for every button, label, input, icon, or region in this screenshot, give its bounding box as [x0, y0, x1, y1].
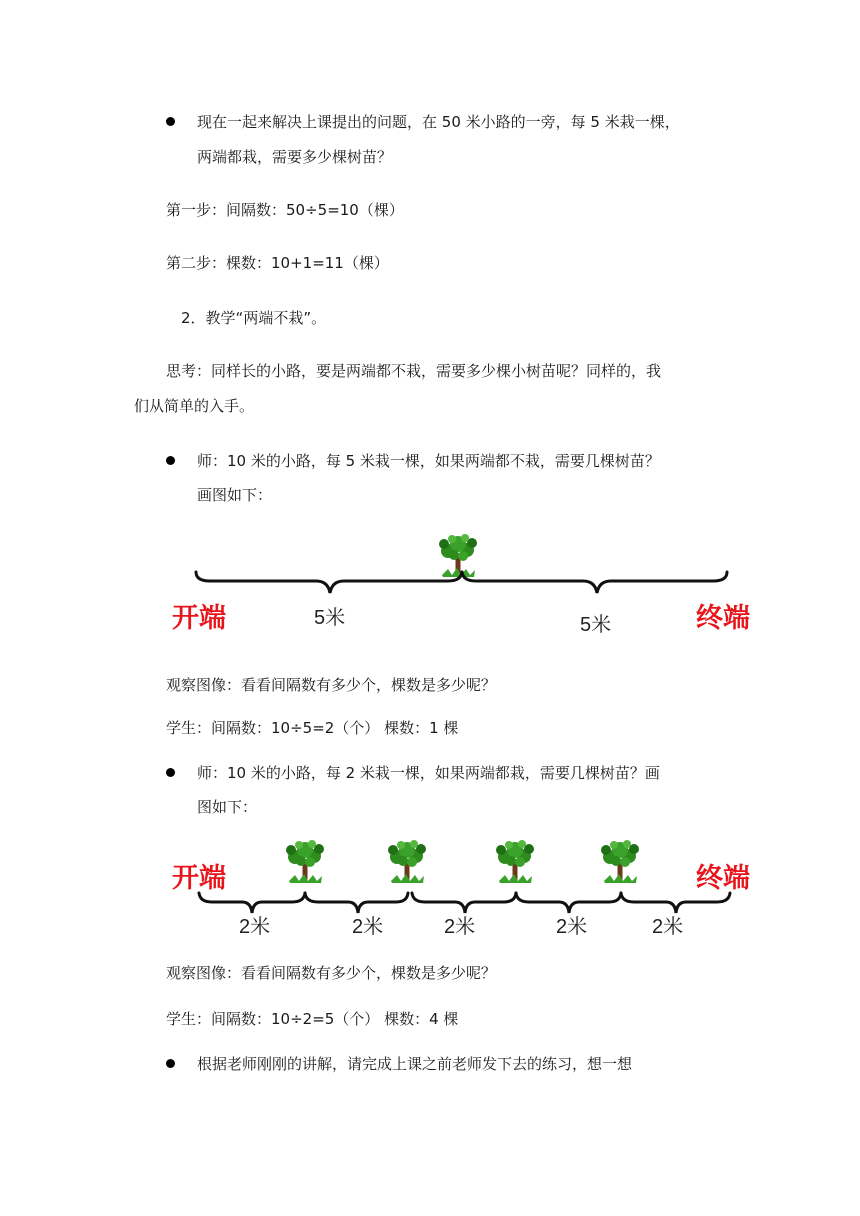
start-label: 开端 — [172, 603, 226, 634]
text-line: 根据老师刚刚的讲解，请完成上课之前老师发下去的练习，想一想 — [197, 1055, 633, 1073]
text-line: 思考：同样长的小路，要是两端都不栽，需要多少棵小树苗呢？同样的，我 — [166, 362, 662, 380]
bullet-icon — [166, 1059, 175, 1068]
segment-label: 2米 — [352, 916, 384, 938]
text-line: 师：10 米的小路，每 5 米栽一棵，如果两端都不栽，需要几棵树苗？ — [197, 452, 660, 470]
tree-icon — [286, 840, 324, 883]
text-line: 图如下： — [197, 798, 258, 816]
text-line: 第一步：间隔数：50÷5=10（棵） — [166, 201, 404, 219]
text-line: 学生：间隔数：10÷2=5（个） 棵数：4 棵 — [166, 1010, 459, 1028]
segment-label: 2米 — [239, 916, 271, 938]
text-line: 们从简单的入手。 — [134, 397, 255, 415]
text-line: 现在一起来解决上课提出的问题，在 50 米小路的一旁，每 5 米栽一棵， — [197, 113, 680, 131]
text-line: 画图如下： — [197, 486, 273, 504]
text-line: 师：10 米的小路，每 2 米栽一棵，如果两端都栽，需要几棵树苗？画 — [197, 764, 660, 782]
bullet-icon — [166, 117, 175, 126]
segment-label: 2米 — [556, 916, 588, 938]
brace-icon — [196, 572, 727, 593]
start-label: 开端 — [172, 863, 226, 894]
segment-label: 5米 — [580, 614, 612, 636]
bullet-icon — [166, 768, 175, 777]
text-line: 学生：间隔数：10÷5=2（个） 棵数：1 棵 — [166, 719, 459, 737]
tree-icon — [496, 840, 534, 883]
tree-icon — [388, 840, 426, 883]
bullet-icon — [166, 456, 175, 465]
text-line: 两端都栽，需要多少棵树苗？ — [197, 148, 393, 166]
segment-label: 5米 — [314, 607, 346, 629]
text-line: 第二步：棵数：10+1=11（棵） — [166, 254, 389, 272]
section-heading: 2．教学“两端不栽”。 — [181, 309, 327, 327]
tree-icon — [601, 840, 639, 883]
text-line: 观察图像：看看间隔数有多少个，棵数是多少呢？ — [166, 676, 497, 694]
end-label: 终端 — [696, 863, 750, 894]
end-label: 终端 — [696, 603, 750, 634]
tree-icon — [439, 534, 477, 577]
segment-label: 2米 — [444, 916, 476, 938]
segment-label: 2米 — [652, 916, 684, 938]
text-line: 观察图像：看看间隔数有多少个，棵数是多少呢？ — [166, 964, 497, 982]
